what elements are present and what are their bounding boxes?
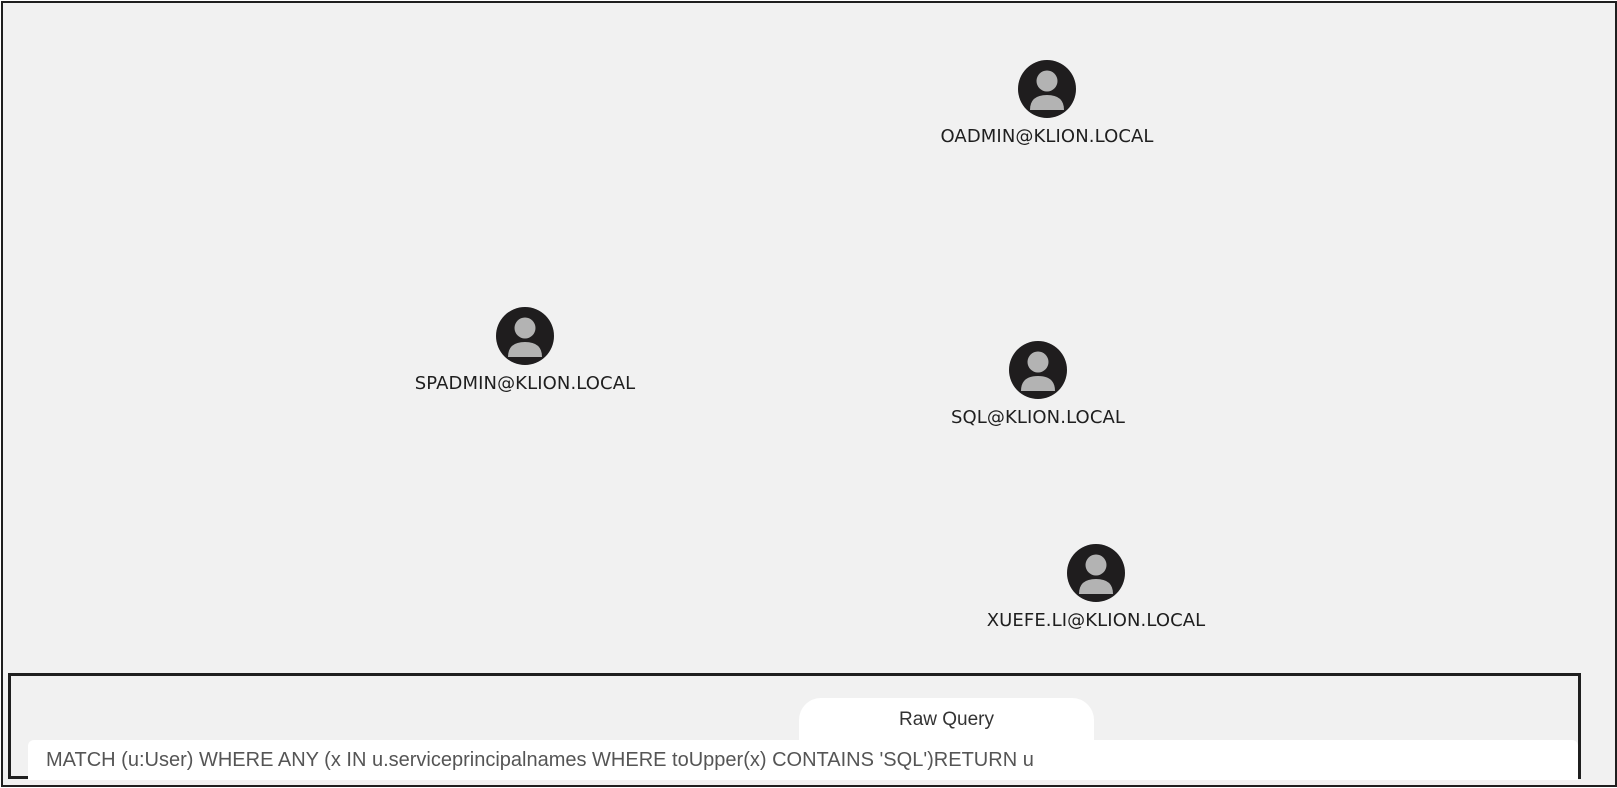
raw-query-input[interactable] [28, 740, 1578, 780]
raw-query-panel [8, 673, 1581, 779]
graph-canvas[interactable] [1, 1, 1617, 787]
node-label: SQL@KLION.LOCAL [950, 407, 1126, 428]
user-icon [496, 307, 554, 365]
user-icon [1067, 544, 1125, 602]
node-label: SPADMIN@KLION.LOCAL [414, 373, 636, 394]
raw-query-tab[interactable]: Raw Query [799, 698, 1094, 742]
node-label: OADMIN@KLION.LOCAL [940, 126, 1154, 147]
graph-node-xuefeli[interactable] [946, 544, 1246, 631]
graph-node-spadmin[interactable] [375, 307, 675, 394]
user-icon [1018, 60, 1076, 118]
user-icon [1009, 341, 1067, 399]
node-label: XUEFE.LI@KLION.LOCAL [986, 610, 1206, 631]
graph-node-sql[interactable] [888, 341, 1188, 428]
graph-node-oadmin[interactable] [897, 60, 1197, 147]
